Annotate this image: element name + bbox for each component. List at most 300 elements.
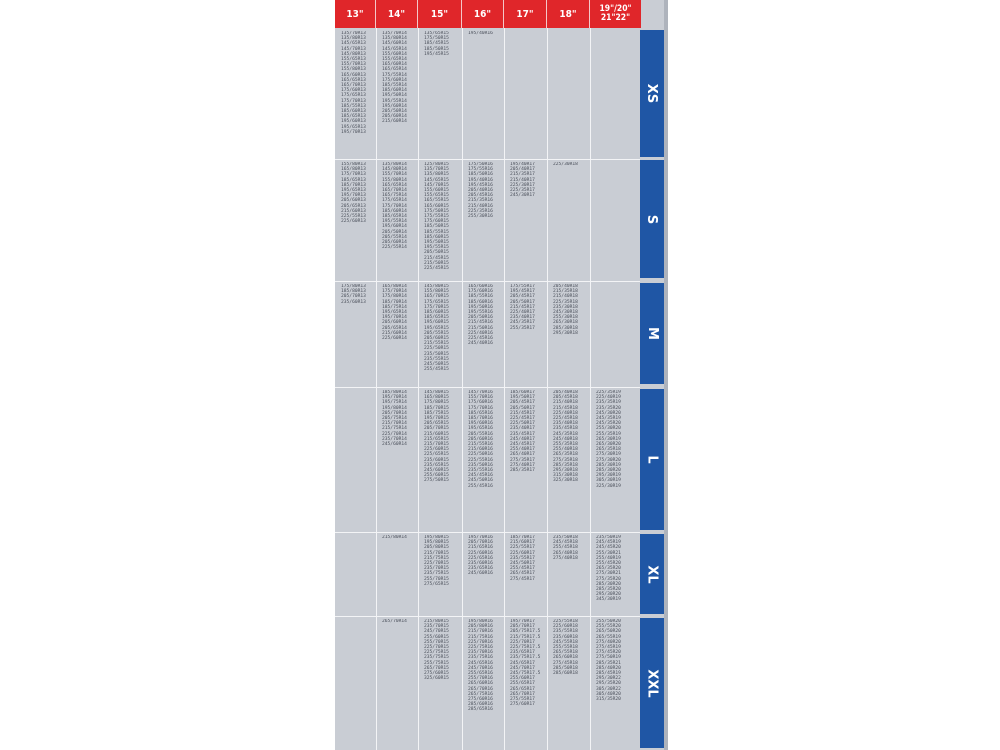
tire-size-entry: 225/75R15	[424, 650, 449, 656]
size-label-text: XL	[644, 564, 660, 584]
tire-size-entry: 245/55R18	[553, 639, 578, 645]
tire-size-entry: 195/70R13	[341, 193, 366, 199]
tire-size-entry: 145/80R15	[424, 390, 449, 395]
size-cell-m-16	[468, 284, 503, 386]
tire-size-entry: 325/60R15	[424, 676, 449, 682]
col-header-21-22-label: 21"22"	[600, 13, 631, 23]
tire-size-entry: 215/35R18	[553, 289, 578, 295]
tire-size-entry: 235/65R16	[468, 566, 493, 572]
tire-size-entry: 255/75R15	[424, 660, 449, 666]
tire-size-entry: 265/50R20	[596, 629, 621, 635]
tire-size-entry: 255/50R20	[596, 619, 621, 624]
tire-size-entry: 195/75R14	[382, 400, 407, 406]
tire-size-entry: 265/70R16	[468, 686, 493, 692]
tire-size-entry: 265/30R20	[596, 442, 621, 448]
tire-size-entry: 245/40R16	[468, 341, 493, 347]
tire-size-entry: 225/65R15	[424, 452, 449, 458]
tire-size-entry: 195/65R13	[341, 188, 366, 194]
size-cell-xl-13	[341, 535, 375, 615]
tire-size-entry: 265/55R19	[596, 634, 621, 640]
tire-size-entry: 215/60R15	[424, 431, 449, 437]
size-cell-xs-13	[341, 31, 375, 158]
tire-size-entry: 195/65R16	[468, 426, 493, 432]
tire-size-entry: 225/60R14	[382, 336, 407, 342]
tire-size-entry: 195/60R13	[341, 119, 366, 125]
col-header-19-22	[590, 0, 641, 28]
tire-size-entry: 195/60R15	[424, 320, 449, 326]
col-header-16: 16"	[462, 0, 504, 28]
tire-size-entry: 235/65R15	[424, 462, 449, 468]
tire-size-entry: 325/30R18	[553, 478, 578, 484]
tire-size-entry: 195/70R15	[424, 416, 449, 422]
tire-size-entry: 235/30R18	[553, 304, 578, 310]
tire-size-entry: 235/45R17	[510, 431, 535, 437]
tire-size-entry: 265/35R18	[596, 447, 621, 453]
size-cell-m-13	[341, 284, 375, 386]
size-label-l	[640, 389, 664, 530]
tire-size-entry: 275/40R18	[553, 555, 578, 561]
tire-size-entry: 185/45R15	[424, 41, 449, 47]
tire-size-entry: 235/75R15	[424, 571, 449, 577]
tire-size-entry: 235/75R15	[424, 655, 449, 661]
tire-size-entry: 175/55R14	[382, 72, 407, 78]
tire-size-entry: 165/60R14	[382, 62, 407, 68]
tire-size-entry: 255/65R17	[510, 681, 535, 687]
tire-size-entry: 265/75R16	[468, 691, 493, 697]
tire-size-entry: 235/60R15	[424, 457, 449, 463]
tire-size-entry: 245/60R15	[424, 468, 449, 474]
tire-size-entry: 185/60R15	[424, 310, 449, 316]
tire-size-entry: 185/55R14	[382, 83, 407, 89]
tire-size-entry: 225/60R16	[468, 550, 493, 556]
tire-size-entry: 225/45R17	[510, 416, 535, 422]
tire-size-entry: 295/30R22	[596, 676, 621, 682]
tire-size-entry: 235/50R16	[468, 462, 493, 468]
size-cell-xs-15	[424, 31, 461, 158]
tire-size-entry: 225/40R16	[468, 330, 493, 336]
tire-size-entry: 285/50R18	[553, 665, 578, 671]
tire-size-entry: 225/70R14	[382, 431, 407, 437]
tire-size-entry: 175/80R15	[424, 400, 449, 406]
tire-size-entry: 245/35R19	[596, 416, 621, 422]
tire-size-entry: 235/70R14	[382, 436, 407, 442]
size-cell-xxl-18	[553, 619, 589, 749]
tire-size-entry: 215/40R18	[553, 294, 578, 300]
tire-size-entry: 125/80R15	[424, 162, 449, 167]
tire-size-entry: 165/60R16	[468, 284, 493, 289]
tire-size-entry: 185/60R13	[341, 109, 366, 115]
tire-size-entry: 225/55R13	[341, 214, 366, 220]
tire-size-entry: 275/45R17	[510, 576, 535, 582]
tire-size-entry: 175/60R16	[468, 289, 493, 295]
column-divider	[547, 28, 548, 750]
tire-size-entry: 195/55R16	[468, 310, 493, 316]
tire-size-entry: 205/50R17	[510, 405, 535, 411]
column-divider	[376, 28, 377, 750]
tire-size-entry: 145/80R15	[424, 284, 449, 289]
tire-size-entry: 325/30R19	[596, 483, 621, 489]
tire-size-entry: 145/80R14	[382, 167, 407, 173]
tire-size-entry: 305/40R20	[596, 691, 621, 697]
tire-size-entry: 175/55R16	[468, 167, 493, 173]
tire-size-entry: 245/45R20	[596, 545, 621, 551]
tire-size-entry: 225/55R17	[510, 545, 535, 551]
tire-size-entry: 215/40R16	[468, 203, 493, 209]
tire-size-entry: 185/55R16	[468, 294, 493, 300]
size-cell-xl-18	[553, 535, 589, 615]
tire-size-entry: 265/70R15	[424, 665, 449, 671]
tire-size-entry: 185/65R15	[424, 315, 449, 321]
tire-size-entry: 225/35R19	[596, 390, 621, 395]
tire-size-entry: 235/50R15	[424, 351, 449, 357]
tire-size-entry: 235/60R16	[468, 561, 493, 567]
tire-size-entry: 265/60R16	[468, 681, 493, 687]
tire-size-entry: 205/40R18	[553, 284, 578, 289]
size-cell-l-15	[424, 390, 461, 531]
col-header-19-20-label: 19"/20"	[599, 4, 632, 14]
tire-size-entry: 155/65R15	[424, 193, 449, 199]
tire-size-entry: 165/70R13	[341, 83, 366, 89]
tire-size-entry: 215/45R17	[510, 410, 535, 416]
tire-size-entry: 205/50R14	[382, 109, 407, 115]
tire-size-entry: 205/75R14	[382, 416, 407, 422]
tire-size-entry: 245/65R16	[468, 660, 493, 666]
tire-size-entry: 265/65R17	[510, 686, 535, 692]
tire-size-entry: 195/45R16	[468, 182, 493, 188]
tire-size-entry: 155/60R15	[424, 188, 449, 194]
tire-size-entry: 225/70R15	[424, 645, 449, 651]
tire-size-entry: 245/35R20	[596, 421, 621, 427]
tire-size-entry: 205/45R16	[468, 193, 493, 199]
size-cell-l-17	[510, 390, 546, 531]
size-cell-l-19-22	[596, 390, 640, 531]
tire-size-entry: 255/55R18	[553, 645, 578, 651]
size-cell-s-15	[424, 162, 461, 280]
tire-size-entry: 195/70R14	[382, 395, 407, 401]
tire-size-entry: 255/35R18	[553, 442, 578, 448]
tire-size-entry: 165/80R14	[382, 284, 407, 289]
tire-size-entry: 185/50R15	[424, 224, 449, 230]
tire-size-entry: 135/70R15	[424, 167, 449, 173]
tire-size-entry: 165/65R14	[382, 67, 407, 73]
tire-size-entry: 225/55R18	[553, 619, 578, 624]
tire-size-entry: 275/30R20	[596, 457, 621, 463]
tire-size-entry: 225/70R15	[424, 561, 449, 567]
tire-size-entry: 175/65R14	[382, 198, 407, 204]
tire-size-entry: 235/75R17.5	[510, 655, 541, 661]
tire-size-entry: 185/65R13	[341, 177, 366, 183]
tire-size-entry: 235/40R17	[510, 426, 535, 432]
col-header-15: 15"	[418, 0, 462, 28]
tire-size-entry: 205/65R14	[382, 325, 407, 331]
size-cell-s-19-22	[596, 162, 640, 280]
tire-size-entry: 175/60R14	[382, 77, 407, 83]
tire-size-entry: 185/70R13	[341, 182, 366, 188]
tire-size-entry: 205/60R16	[468, 436, 493, 442]
tire-size-entry: 185/60R14	[382, 88, 407, 94]
tire-size-entry: 285/40R20	[596, 665, 621, 671]
tire-size-entry: 255/65R16	[468, 671, 493, 677]
tire-size-entry: 175/65R15	[424, 299, 449, 305]
size-cell-m-19-22	[596, 284, 640, 386]
tire-size-entry: 255/45R17	[510, 566, 535, 572]
tire-size-entry: 235/40R17	[510, 315, 535, 321]
tire-size-entry: 185/55R13	[341, 103, 366, 109]
tire-size-entry: 225/45R15	[424, 266, 449, 272]
size-cell-xl-15	[424, 535, 461, 615]
tire-size-entry: 135/80R13	[341, 36, 366, 42]
size-cell-m-14	[382, 284, 417, 386]
tire-size-entry: 275/60R16	[468, 697, 493, 703]
tire-size-entry: 195/80R16	[468, 619, 493, 624]
tire-size-entry: 185/70R17	[510, 535, 535, 540]
tire-size-entry: 145/65R14	[382, 46, 407, 52]
tire-size-entry: 235/55R15	[424, 356, 449, 362]
tire-size-entry: 275/50R15	[424, 478, 449, 484]
tire-size-chart	[335, 0, 668, 750]
tire-size-entry: 195/60R16	[468, 421, 493, 427]
tire-size-entry: 185/50R16	[468, 172, 493, 178]
tire-size-entry: 275/40R20	[596, 639, 621, 645]
tire-size-entry: 215/40R17	[510, 177, 535, 183]
tire-size-entry: 245/45R19	[596, 540, 621, 546]
tire-size-entry: 205/60R14	[382, 320, 407, 326]
tire-size-entry: 175/65R13	[341, 93, 366, 99]
tire-size-entry: 255/30R21	[596, 550, 621, 556]
size-label-text: XS	[644, 83, 660, 104]
tire-size-entry: 245/50R15	[424, 362, 449, 368]
tire-size-entry: 245/70R17	[510, 665, 535, 671]
tire-size-entry: 235/70R16	[468, 650, 493, 656]
tire-size-entry: 265/40R18	[553, 550, 578, 556]
tire-size-entry: 205/60R14	[382, 114, 407, 120]
tire-size-entry: 235/45R18	[553, 426, 578, 432]
tire-size-entry: 175/70R16	[468, 405, 493, 411]
tire-size-entry: 165/55R15	[424, 198, 449, 204]
tire-size-entry: 205/65R15	[424, 421, 449, 427]
tire-size-entry: 255/70R15	[424, 576, 449, 582]
tire-size-entry: 195/80R15	[424, 535, 449, 540]
tire-size-entry: 245/50R16	[468, 478, 493, 484]
tire-size-entry: 255/40R18	[553, 447, 578, 453]
tire-size-entry: 155/80R13	[341, 67, 366, 73]
tire-size-entry: 195/65R13	[341, 124, 366, 130]
size-label-text: M	[644, 327, 660, 340]
tire-size-entry: 295/30R18	[553, 330, 578, 336]
tire-size-entry: 185/80R14	[382, 390, 407, 395]
tire-size-entry: 205/40R16	[468, 188, 493, 194]
tire-size-entry: 235/60R13	[341, 299, 366, 305]
col-header-13: 13"	[335, 0, 376, 28]
tire-size-entry: 255/45R15	[424, 367, 449, 373]
tire-size-entry: 275/35R20	[596, 576, 621, 582]
tire-size-entry: 245/65R17	[510, 660, 535, 666]
size-label-xl	[640, 534, 664, 614]
tire-size-entry: 265/30R19	[596, 436, 621, 442]
tire-size-entry: 205/50R17	[510, 299, 535, 305]
tire-size-entry: 175/70R14	[382, 289, 407, 295]
tire-size-entry: 275/65R15	[424, 581, 449, 587]
tire-size-entry: 155/70R14	[382, 172, 407, 178]
size-cell-l-18	[553, 390, 589, 531]
size-cell-xxl-16	[468, 619, 503, 749]
tire-size-entry: 155/80R15	[424, 289, 449, 295]
tire-size-entry: 155/60R14	[382, 51, 407, 57]
tire-size-entry: 215/80R14	[382, 535, 407, 540]
tire-size-entry: 275/55R17	[510, 697, 535, 703]
tire-size-entry: 215/55R15	[424, 341, 449, 347]
tire-size-entry: 155/65R13	[341, 57, 366, 63]
tire-size-entry: 215/55R16	[468, 442, 493, 448]
tire-size-entry: 225/55R16	[468, 457, 493, 463]
tire-size-entry: 215/45R18	[553, 405, 578, 411]
tire-size-entry: 215/35R17	[510, 172, 535, 178]
size-cell-m-15	[424, 284, 461, 386]
tire-size-entry: 255/60R15	[424, 473, 449, 479]
size-label-m	[640, 283, 664, 384]
size-cell-xxl-13	[341, 619, 375, 749]
tire-size-entry: 195/70R17	[510, 619, 535, 624]
tire-size-entry: 255/35R17	[510, 325, 535, 331]
tire-size-entry: 235/75R16	[468, 655, 493, 661]
tire-size-entry: 175/70R13	[341, 172, 366, 178]
tire-size-entry: 215/35R16	[468, 198, 493, 204]
tire-size-entry: 255/45R16	[468, 483, 493, 489]
tire-size-entry: 255/30R16	[468, 214, 493, 220]
tire-size-entry: 215/45R16	[468, 320, 493, 326]
tire-size-entry: 225/70R17	[510, 639, 535, 645]
tire-size-entry: 285/30R20	[596, 468, 621, 474]
tire-size-entry: 165/70R15	[424, 294, 449, 300]
tire-size-entry: 245/30R17	[510, 193, 535, 199]
tire-size-entry: 215/75R14	[382, 426, 407, 432]
size-cell-xxl-19-22	[596, 619, 640, 749]
tire-size-entry: 165/65R13	[341, 77, 366, 83]
tire-size-entry: 215/80R15	[424, 619, 449, 624]
tire-size-entry: 215/75R15	[424, 555, 449, 561]
tire-size-entry: 165/80R15	[424, 395, 449, 401]
tire-size-entry: 245/45R18	[553, 540, 578, 546]
tire-size-entry: 185/65R13	[341, 114, 366, 120]
col-header-18: 18"	[547, 0, 590, 28]
tire-size-entry: 225/35R17	[510, 188, 535, 194]
size-cell-xl-19-22	[596, 535, 640, 615]
tire-size-entry: 225/50R17	[510, 421, 535, 427]
tire-size-entry: 175/70R13	[341, 98, 366, 104]
tire-size-entry: 195/60R14	[382, 103, 407, 109]
tire-size-entry: 145/70R13	[341, 46, 366, 52]
tire-size-entry: 225/40R19	[596, 395, 621, 401]
row-divider	[335, 387, 640, 388]
tire-size-entry: 265/70R14	[382, 619, 407, 624]
column-divider	[462, 28, 463, 750]
tire-size-entry: 285/65R16	[468, 707, 493, 713]
tire-size-entry: 215/65R15	[424, 436, 449, 442]
tire-size-entry: 205/60R15	[424, 336, 449, 342]
tire-size-entry: 285/35R20	[596, 587, 621, 593]
tire-size-entry: 215/50R16	[468, 325, 493, 331]
tire-size-entry: 135/65R15	[424, 31, 449, 36]
tire-size-entry: 195/65R14	[382, 310, 407, 316]
tire-size-entry: 225/60R18	[553, 624, 578, 630]
size-cell-xs-17	[510, 31, 546, 158]
tire-size-entry: 205/50R15	[424, 250, 449, 256]
tire-size-entry: 275/45R19	[596, 645, 621, 651]
tire-size-entry: 225/45R16	[468, 336, 493, 342]
tire-size-entry: 195/50R15	[424, 240, 449, 246]
column-divider	[418, 28, 419, 750]
tire-size-entry: 345/30R19	[596, 597, 621, 603]
column-divider	[504, 28, 505, 750]
tire-size-entry: 205/45R18	[553, 395, 578, 401]
size-label-s	[640, 160, 664, 278]
tire-size-entry: 135/70R14	[382, 31, 407, 36]
tire-size-entry: 245/45R16	[468, 473, 493, 479]
tire-size-entry: 185/60R14	[382, 208, 407, 214]
tire-size-entry: 245/35R17	[510, 320, 535, 326]
tire-size-entry: 285/35R18	[553, 462, 578, 468]
size-cell-xxl-14	[382, 619, 417, 749]
tire-size-entry: 255/40R17	[510, 447, 535, 453]
tire-size-entry: 255/60R15	[424, 634, 449, 640]
tire-size-entry: 205/55R15	[424, 330, 449, 336]
tire-size-entry: 165/60R15	[424, 203, 449, 209]
tire-size-entry: 205/80R15	[424, 545, 449, 551]
tire-size-entry: 145/65R15	[424, 177, 449, 183]
tire-size-entry: 135/80R14	[382, 162, 407, 167]
tire-size-entry: 255/40R19	[596, 555, 621, 561]
tire-size-entry: 215/60R13	[341, 208, 366, 214]
tire-size-entry: 235/55R16	[468, 468, 493, 474]
tire-size-entry: 285/30R18	[553, 325, 578, 331]
size-cell-xl-17	[510, 535, 546, 615]
tire-size-entry: 145/70R15	[424, 182, 449, 188]
tire-size-entry: 245/70R15	[424, 629, 449, 635]
tire-size-entry: 195/70R13	[341, 129, 366, 135]
size-cell-xl-16	[468, 535, 503, 615]
tire-size-entry: 215/75R17.5	[510, 634, 541, 640]
tire-size-entry: 215/75R16	[468, 634, 493, 640]
tire-size-entry: 165/75R14	[382, 193, 407, 199]
tire-size-entry: 215/60R14	[382, 330, 407, 336]
tire-size-entry: 245/45R17	[510, 442, 535, 448]
tire-size-entry: 185/60R16	[468, 299, 493, 305]
tire-size-entry: 225/60R17	[510, 550, 535, 556]
tire-size-entry: 215/45R17	[510, 304, 535, 310]
tire-size-entry: 195/60R14	[382, 224, 407, 230]
tire-size-entry: 275/45R20	[596, 650, 621, 656]
tire-size-entry: 255/30R20	[596, 426, 621, 432]
tire-size-entry: 255/70R16	[468, 676, 493, 682]
row-divider	[335, 616, 640, 617]
tire-size-entry: 245/75R17.5	[510, 671, 541, 677]
tire-size-entry: 225/30R18	[553, 162, 578, 167]
tire-size-entry: 205/70R16	[468, 540, 493, 546]
tire-size-entry: 275/35R18	[553, 457, 578, 463]
tire-size-entry: 175/50R15	[424, 208, 449, 214]
tire-size-entry: 145/70R16	[468, 390, 493, 395]
tire-size-entry: 265/55R18	[553, 650, 578, 656]
tire-size-entry: 265/35R18	[553, 452, 578, 458]
size-cell-m-18	[553, 284, 589, 386]
tire-size-entry: 175/60R16	[468, 400, 493, 406]
chart-right-edge	[664, 0, 668, 750]
tire-size-entry: 165/80R13	[341, 167, 366, 173]
tire-size-entry: 225/50R15	[424, 346, 449, 352]
tire-size-entry: 215/60R16	[468, 447, 493, 453]
tire-size-entry: 295/30R20	[596, 592, 621, 598]
tire-size-entry: 275/35R17	[510, 457, 535, 463]
